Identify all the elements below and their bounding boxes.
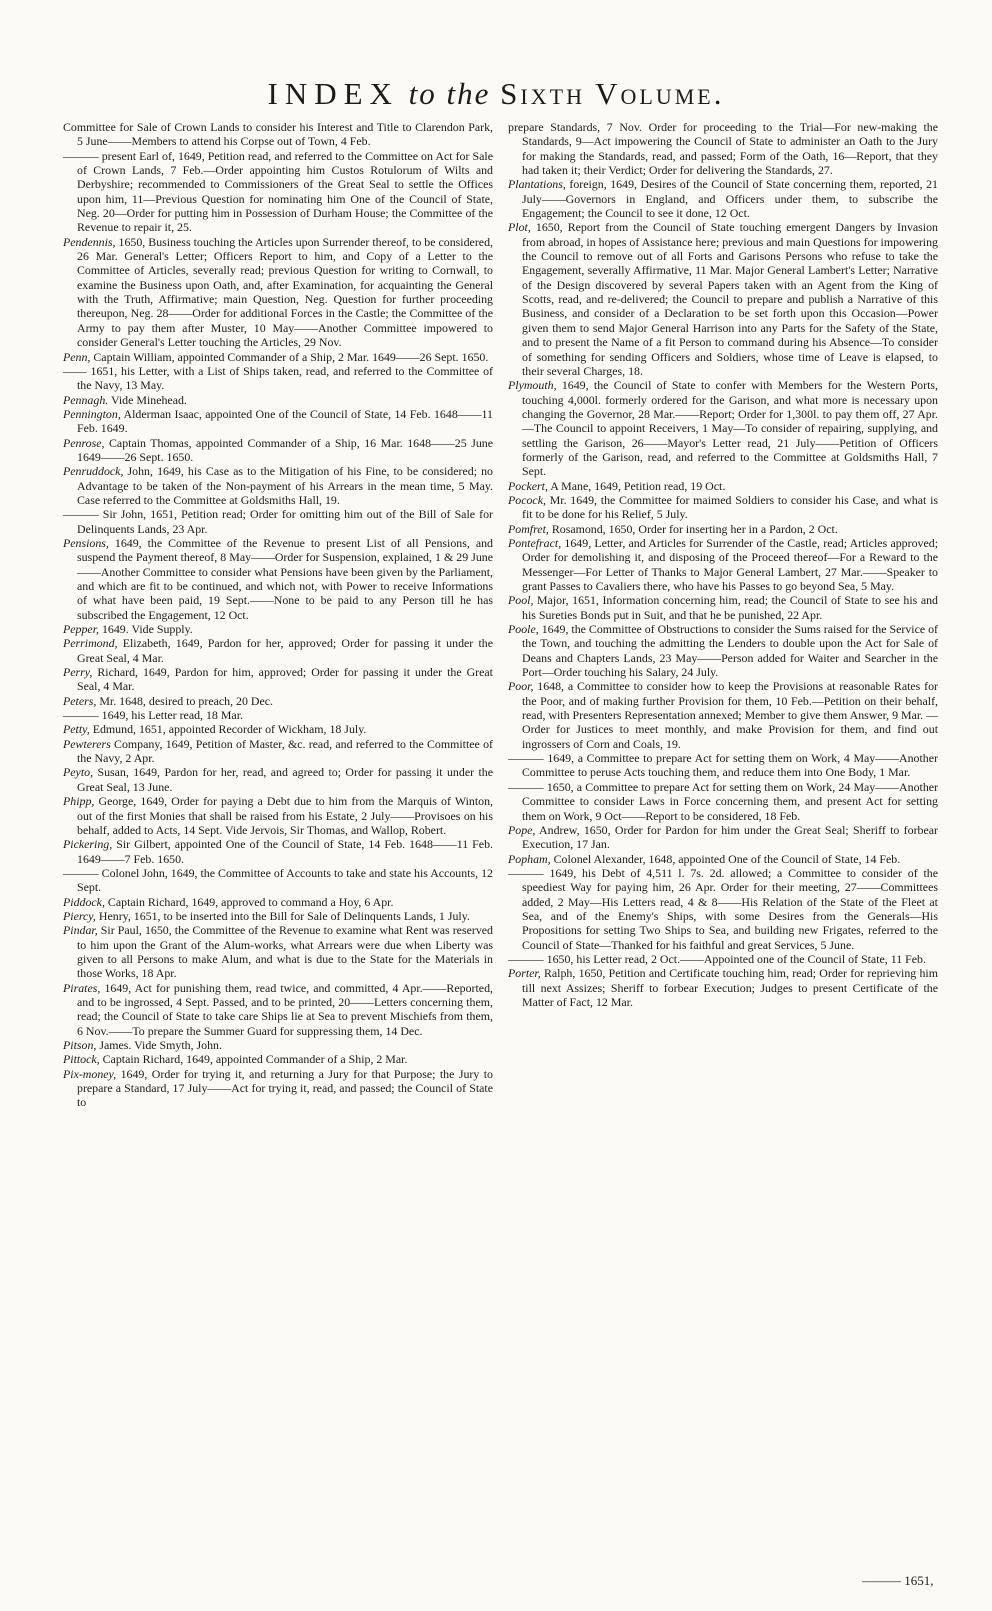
entry-text: 1650, Business touching the Articles upon Surrender thereof, to be considered, 26 Mar. General's Letter; Officers Report to him, and Copy of a Letter to the Committee of Articles, severally read; previous Question for writing to Cornwall, to examine the Business upon Oath, and, after Examination, for acquainting the General with the Truth, Affirmative; main Question, Neg. Question for further proceeding thereupon, Neg. 28——Order for additional Forces in the Castle; the Committee of the Army to pay them after Muster, 10 May——Another Committee impowered to consider General's Letter touching the Articles, 29 Nov. (77, 234, 493, 350)
entry-text: Major, 1651, Information concerning him, read; the Council of State to see his and his Sureties Bonds put in Suit, and that he be punished, 22 Apr. (522, 593, 938, 622)
entry-text: —— 1651, his Letter, with a List of Ships taken, read, and referred to the Committee of the Navy, 13 May. (63, 363, 493, 393)
index-entry (508, 823, 938, 852)
index-entry (63, 665, 493, 694)
entry-text: Ralph, 1650, Petition and Certificate touching him, read; Order for reprieving him till next Assizes; Sheriff to forbear Execution; Judges to present Certificate of the Matter of Fact, 12 Mar. (522, 966, 938, 1009)
entry-heading: Plymouth, (508, 378, 557, 393)
entry-text: ——— Sir John, 1651, Petition read; Order for omitting him out of the Bill of Sale for Delinquents Lands, 23 Apr. (63, 507, 493, 536)
index-entry (508, 780, 938, 823)
index-entry (63, 765, 493, 794)
right-column (508, 120, 938, 1009)
entry-heading: Pickering, (63, 837, 113, 852)
index-entry (508, 220, 938, 378)
entry-heading: Plantations, (508, 177, 566, 192)
entry-text: George, 1649, Order for paying a Debt due to him from the Marquis of Winton, out of the first Monies that shall be raised from his Estate, 2 July——Provisoes on his behalf, added to Acts, 14 Sept. Vide Jervois, Sir Thomas, and Wallop, Robert. (77, 794, 493, 837)
index-entry (63, 350, 493, 364)
index-entry (63, 436, 493, 465)
entry-text: ——— Colonel John, 1649, the Committee of Accounts to take and state his Accounts, 12 Sept. (63, 865, 493, 895)
entry-heading: Phipp, (63, 794, 95, 809)
left-column (63, 120, 493, 1110)
entry-text: 1649, the Council of State to confer with Members for the Western Ports, touching 4,000l. formerly ordered for the Garison, and what more is necessary upon changing the Governor, 28 Mar.——Report; Order for 1,300l. to pay them off, 27 Apr.—The Council to appoint Receivers, 1 May—To consider of repairing, supplying, and settling the Garison, 26——Mayor's Letter read, 21 July——Petition of Officers formerly of the Garison, read, and referred to the Committee at Goldsmiths Hall, 7 Sept. (522, 378, 938, 479)
entry-text: A Mane, 1649, Petition read, 19 Oct. (547, 478, 726, 493)
index-entry (508, 493, 938, 522)
index-entry (508, 679, 938, 751)
entry-heading: Peyto, (63, 765, 94, 780)
entry-heading: Pindar, (63, 923, 98, 938)
entry-text: ——— 1650, a Committee to prepare Act for setting them on Work, 24 May——Another Committee to consider Laws in Force concerning them, and present Act for setting them on Work, 9 Oct——Report to be considered, 18 Feb. (508, 779, 938, 823)
entry-heading: Penruddock, (63, 464, 124, 479)
entry-text: ——— present Earl of, 1649, Petition read, and referred to the Committee on Act for Sale of Crown Lands, 7 Feb.—Order appointing him Custos Rotulorum of Wilts and Derbyshire; recommended to Commissioners of the Great Seal to settle the Offices upon him, 11—Previous Question for nominating him One of the Council of State, Neg. 20—Order for putting him in Possession of Durham House; the Committee of the Revenue to repair it, 25. (63, 148, 493, 235)
entry-text: Andrew, 1650, Order for Pardon for him under the Great Seal; Sheriff to forbear Execution, 17 Jan. (522, 822, 938, 852)
page-title (0, 76, 992, 112)
entry-text: Richard, 1649, Pardon for him, approved; Order for passing it under the Great Seal, 4 Mar. (77, 665, 493, 694)
index-entry (63, 981, 493, 1038)
entry-text: Elizabeth, 1649, Pardon for her, approved; Order for passing it under the Great Seal, 4 Mar. (77, 636, 493, 665)
entry-text: Captain Thomas, appointed Commander of a Ship, 16 Mar. 1648——25 June 1649——26 Sept. 1650. (77, 435, 493, 464)
index-entry (63, 722, 493, 736)
entry-text: 1649. Vide Supply. (99, 622, 193, 637)
index-entry (63, 536, 493, 622)
index-entry (63, 622, 493, 636)
entry-text: Colonel Alexander, 1648, appointed One of the Council of State, 14 Feb. (550, 851, 901, 866)
entry-heading: Popham, (508, 851, 551, 866)
entry-text: 1649, Act for punishing them, read twice, and committed, 4 Apr.——Reported, and to be ingrossed, 4 Sept. Passed, and to be printed, 20——Letters concerning them, read; the Council of State to take care Ships lie at Sea to prevent Mischiefs from them, 6 Nov.——To prepare the Summer Guard for suppressing them, 14 Dec. (77, 980, 493, 1038)
entry-text: ——— 1649, his Letter read, 18 Mar. (63, 708, 243, 723)
index-entry (63, 895, 493, 909)
index-entry (508, 852, 938, 866)
entry-heading: Pockert, (508, 478, 548, 493)
entry-text: Susan, 1649, Pardon for her, read, and agreed to; Order for passing it under the Great Seal, 13 June. (77, 765, 493, 794)
index-entry (508, 622, 938, 679)
entry-text: Committee for Sale of Crown Lands to consider his Interest and Title to Clarendon Park, 5 June——Members to attend his Corpse out of Town, 4 Feb. (63, 120, 493, 149)
entry-text: Captain Richard, 1649, approved to command a Hoy, 6 Apr. (104, 894, 394, 909)
entry-heading: Peters, (63, 693, 97, 708)
entry-text: John, 1649, his Case as to the Mitigation of his Fine, to be considered; no Advantage to be taken of the Non-payment of his Arrears in the mean time, 5 May. Case referred to the Committee at Goldsmiths Hall, 19. (77, 464, 493, 507)
index-entry (508, 593, 938, 622)
index-entry (63, 1038, 493, 1052)
index-entry (63, 407, 493, 436)
entry-heading: Piercy, (63, 908, 96, 923)
index-entry (63, 149, 493, 235)
entry-heading: Perrimond, (63, 636, 118, 651)
entry-text: Captain William, appointed Commander of a Ship, 2 Mar. 1649——26 Sept. 1650. (90, 349, 489, 364)
entry-text: foreign, 1649, Desires of the Council of State concerning them, reported, 21 July——Governors in England, and Officers under them, to subscribe the Engagement; the Council to see it done, 12 Oct. (522, 177, 938, 221)
entry-heading: Porter, (508, 966, 541, 981)
index-entry (63, 737, 493, 766)
entry-heading: Pool, (508, 593, 534, 608)
entry-text: ——— 1649, a Committee to prepare Act for setting them on Work, 4 May——Another Committee to peruse Acts touching them, and reduce them into One Body, 1 Mar. (508, 751, 938, 780)
entry-text: 1649, the Committee of Obstructions to consider the Sums raised for the Service of the Town, and touching the admitting the Lenders to double upon the Act for Sale of Deans and Chapters Lands, 23 May——Person added for Waiter and Searcher in the Port—Order touching his Salary, 24 July. (522, 622, 938, 680)
index-entry (508, 177, 938, 220)
index-entry (63, 464, 493, 507)
entry-text: Company, 1649, Petition of Master, &c. read, and referred to the Committee of the Navy, 2 Apr. (77, 736, 493, 766)
index-entry (63, 909, 493, 923)
entry-heading: Pontefract, (508, 535, 562, 550)
index-entry (63, 866, 493, 895)
entry-heading: Poor, (508, 679, 534, 694)
index-entry (508, 120, 938, 177)
entry-heading: Pendennis, (63, 234, 116, 249)
title-word-sixth-volume: Sixth Volume. (500, 76, 725, 111)
entry-heading: Penrose, (63, 435, 105, 450)
index-entry (63, 393, 493, 407)
index-entry (508, 378, 938, 478)
entry-heading: Pix-money, (63, 1066, 117, 1081)
entry-text: Vide Minehead. (108, 392, 187, 407)
index-entry (63, 636, 493, 665)
entry-heading: Penn, (63, 349, 91, 364)
entry-text: Rosamond, 1650, Order for inserting her in a Pardon, 2 Oct. (548, 521, 838, 536)
entry-text: prepare Standards, 7 Nov. Order for proceeding to the Trial—For new-making the Standards, 9—Act impowering the Council of State to administer an Oath to the Jury for making the Standards, read, and passed; Form of the Oath, 16—Report, that they had taken it; their Verdict; Order for delivering the Standards, 27. (508, 120, 938, 178)
entry-text: 1649, the Committee of the Revenue to present List of all Pensions, and suspend the Payment thereof, 8 May——Order for Suspension, explained, 1 & 29 June——Another Committee to consider what Pensions have been given by the Parliament, and which are fit to be continued, and which not, with Power to receive Informations of what have been paid, 19 Sept.——None to be paid to any Person till he has subscribed the Engagement, 12 Oct. (77, 535, 493, 622)
index-entry (63, 1052, 493, 1066)
entry-text: Edmund, 1651, appointed Recorder of Wickham, 18 July. (89, 722, 367, 737)
entry-heading: Pennagh. (63, 392, 109, 407)
entry-heading: Pope, (508, 822, 536, 837)
index-entry (63, 708, 493, 722)
index-entry (63, 923, 493, 980)
title-word-to-the: to the (408, 76, 491, 111)
entry-heading: Piddock, (63, 894, 105, 909)
entry-heading: Petty, (63, 722, 90, 737)
index-entry (508, 536, 938, 593)
index-entry (63, 1067, 493, 1110)
entry-text: Mr. 1648, desired to preach, 20 Dec. (96, 693, 274, 708)
entry-heading: Pensions, (63, 535, 109, 550)
entry-heading: Pitson, (63, 1038, 97, 1052)
entry-heading: Plot, (508, 220, 531, 235)
entry-heading: Pennington, (63, 406, 121, 421)
entry-heading: Pewterers (63, 736, 111, 751)
entry-text: 1649, Order for trying it, and returning a Jury for that Purpose; the Jury to prepare a Standard, 17 July——Act for trying it, read, and passed; the Council of State to (77, 1066, 493, 1110)
entry-text: Mr. 1649, the Committee for maimed Soldiers to consider his Case, and what is fit to be done for his Relief, 5 July. (522, 492, 938, 522)
index-entry (63, 507, 493, 536)
continuation-catchword: ——— 1651, (862, 1573, 934, 1588)
entry-heading: Pirates, (63, 980, 101, 995)
index-entry (508, 866, 938, 952)
title-word-index: INDEX (267, 76, 399, 111)
entry-heading: Poole, (508, 622, 539, 637)
index-entry (508, 966, 938, 1009)
entry-heading: Pepper, (63, 622, 99, 637)
entry-heading: Pocock, (508, 492, 546, 507)
index-entry (508, 751, 938, 780)
entry-heading: Pittock, (63, 1052, 100, 1067)
entry-text: Sir Paul, 1650, the Committee of the Revenue to examine what Rent was reserved to him upon the Grant of the Alum-works, what Arrears were due when Liberty was given to all Persons to make Alum, and what is due to the State for the Materials in those Works, 18 Apr. (77, 923, 493, 981)
entry-text: ——— 1649, his Debt of 4,511 l. 7s. 2d. allowed; a Committee to consider of the speediest Way for paying him, 26 Apr. Order for their meeting, 27——Committees added, 2 May—His Letters read, 4 & 8——His Relation of the State of the Fleet at Sea, and of the Enemy's Ships, with some Desires from the Generals—His Propositions for setting Two Ships to Sea, and building new Frigates, referred to the Council of State—Thanked for his faithful and great Services, 5 June. (508, 865, 938, 952)
entry-text: Captain Richard, 1649, appointed Commander of a Ship, 2 Mar. (99, 1052, 408, 1067)
index-entry (63, 120, 493, 149)
index-entry (508, 522, 938, 536)
entry-heading: Perry, (63, 665, 93, 680)
index-entry (63, 694, 493, 708)
index-entry (63, 794, 493, 837)
index-entry (63, 235, 493, 350)
entry-text: James. Vide Smyth, John. (96, 1038, 222, 1052)
entry-text: Henry, 1651, to be inserted into the Bill for Sale of Delinquents Lands, 1 July. (95, 908, 470, 923)
index-entry (63, 837, 493, 866)
entry-heading: Pomfret, (508, 521, 549, 536)
entry-text: 1649, Letter, and Articles for Surrender of the Castle, read; Articles approved; Order for demolishing it, and disposing of the Proceed thereof—For a Reward to the Messenger—For Letter of Thanks to Major General Lambert, 27 Mar.——Speaker to grant Passes to Cavaliers there, who have his Passes to go beyond Sea, 5 May. (522, 535, 938, 593)
index-entry (508, 479, 938, 493)
index-entry (63, 364, 493, 393)
entry-text: ——— 1650, his Letter read, 2 Oct.——Appointed one of the Council of State, 11 Feb. (508, 951, 926, 966)
index-entry (508, 952, 938, 966)
entry-text: 1650, Report from the Council of State touching emergent Dangers by Invasion from abroad, in hopes of Assistance here; previous and main Questions for impowering the Council to remove out of all Forts and Garisons Persons who refuse to take the Engagement, severally Affirmative, 11 Mar. Major General Lambert's Letter; Narrative of the Design discovered by several Papers taken with an Agent from the King of Scotts, read, and re-delivered; the Council to prepare and publish a Narrative of this Business, and consider of a Declaration to be set forth upon this Occasion—Power given them to send Major General Harrison into any Parts for the Safety of the State, and to present the Name of a fit Person to command during his Absence—To consider of something for sending Officers and Soldiers, whose time of Leave is elapsed, to their several Charges, 18. (522, 220, 938, 378)
entry-text: Sir Gilbert, appointed One of the Council of State, 14 Feb. 1648——11 Feb. 1649——7 Feb. 1650. (77, 837, 493, 866)
entry-text: Alderman Isaac, appointed One of the Council of State, 14 Feb. 1648——11 Feb. 1649. (77, 406, 493, 436)
entry-text: 1648, a Committee to consider how to keep the Provisions at reasonable Rates for the Poor, and of making further Provision for them, 10 Feb.—Petition on their behalf, read, with Presenters Representation annexed; Member to give them Answer, 9 Mar. — Order for Justices to meet monthly, and make Provision for them, and find out ingrossers of Corn and Coals, 19. (522, 679, 938, 751)
